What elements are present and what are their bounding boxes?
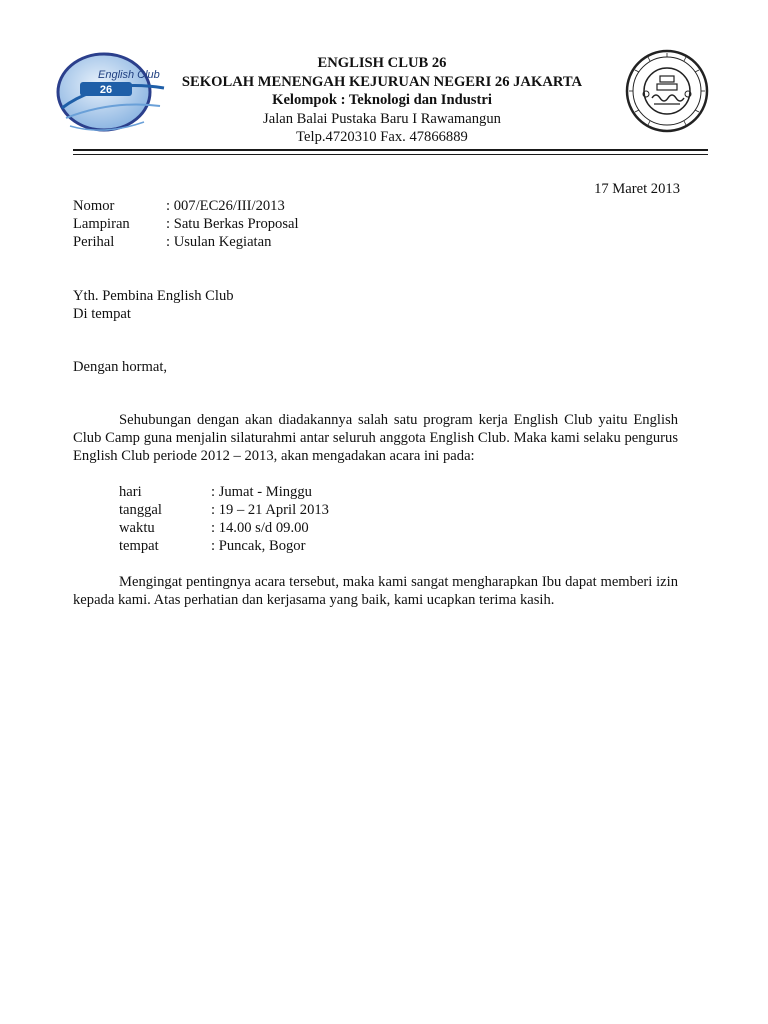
detail-row-hari — [119, 483, 329, 501]
header-divider-thin — [73, 154, 708, 155]
header-divider-thick — [73, 149, 708, 151]
school-name: SEKOLAH MENENGAH KEJURUAN NEGERI 26 JAKARTA — [181, 73, 583, 90]
logo-title: English Club — [98, 69, 160, 81]
club-name: ENGLISH CLUB 26 — [317, 55, 447, 71]
letter-meta — [73, 197, 299, 251]
letterhead — [170, 54, 594, 147]
letter-date: 17 Maret 2013 — [594, 181, 680, 197]
detail-row-waktu — [119, 519, 329, 537]
school-seal-logo — [624, 48, 710, 134]
detail-label: tanggal — [119, 502, 162, 518]
recipient-block — [73, 287, 234, 323]
meta-row-lampiran — [73, 215, 299, 233]
school-group: Kelompok : Teknologi dan Industri — [272, 92, 492, 108]
meta-row-perihal — [73, 233, 299, 251]
detail-row-tanggal — [119, 501, 329, 519]
detail-value: : Jumat - Minggu — [211, 484, 312, 500]
logo-number: 26 — [99, 84, 113, 96]
body-paragraph-1: Sehubungan dengan akan diadakannya salah satu program kerja English Club yaitu English Club Camp guna menjalin silaturahmi antar seluruh anggota English Club. Maka kami selaku pengurus English Club periode 2012 – 2013, akan mengadakan acara ini pada: — [73, 412, 678, 464]
detail-value: : 14.00 s/d 09.00 — [211, 520, 309, 536]
detail-value: : Puncak, Bogor — [211, 538, 306, 554]
meta-label: Lampiran — [73, 216, 130, 232]
meta-value: : Satu Berkas Proposal — [166, 216, 299, 232]
recipient-place: Di tempat — [73, 306, 131, 322]
meta-label: Nomor — [73, 198, 115, 214]
meta-value: : Usulan Kegiatan — [166, 234, 272, 250]
meta-row-nomor — [73, 197, 299, 215]
recipient-name: Yth. Pembina English Club — [73, 288, 234, 304]
school-phone: Telp.4720310 Fax. 47866889 — [296, 129, 468, 145]
detail-label: waktu — [119, 520, 155, 536]
detail-label: tempat — [119, 538, 159, 554]
meta-label: Perihal — [73, 234, 115, 250]
detail-label: hari — [119, 484, 142, 500]
salutation: Dengan hormat, — [73, 359, 168, 375]
detail-row-tempat — [119, 537, 329, 555]
detail-value: : 19 – 21 April 2013 — [211, 502, 329, 518]
body-paragraph-2: Mengingat pentingnya acara tersebut, maka kami sangat mengharapkan Ibu dapat memberi izin kepada kami. Atas perhatian dan kerjasama yang baik, kami ucapkan terima kasih. — [73, 574, 678, 608]
event-details — [119, 483, 329, 555]
english-club-globe-logo — [52, 48, 170, 134]
meta-value: : 007/EC26/III/2013 — [166, 198, 285, 214]
school-address: Jalan Balai Pustaka Baru I Rawamangun — [263, 110, 501, 127]
